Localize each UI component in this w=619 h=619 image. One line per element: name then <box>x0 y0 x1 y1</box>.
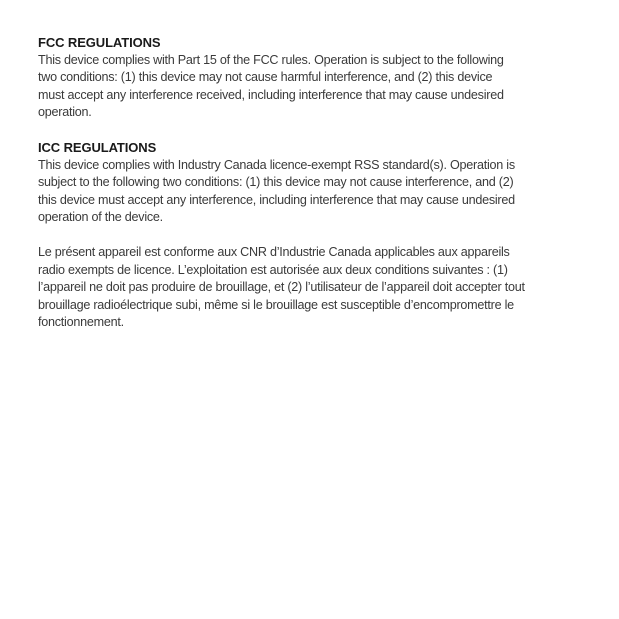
text-line: l’appareil ne doit pas produire de brouillage, et (2) l’utilisateur de l’appareil doit accepter tout <box>38 280 525 294</box>
fcc-section <box>38 34 525 122</box>
icc-paragraph-english <box>38 157 525 227</box>
text-line: operation of the device. <box>38 210 163 224</box>
text-line: subject to the following two conditions: (1) this device may not cause interference, and (2) <box>38 175 514 189</box>
text-line: This device complies with Industry Canada licence-exempt RSS standard(s). Operation is <box>38 157 515 172</box>
icc-section <box>38 139 525 332</box>
text-line: brouillage radioélectrique subi, même si le brouillage est susceptible d’encompromettre le <box>38 297 514 312</box>
text-line: fonctionnement. <box>38 315 124 329</box>
text-line: two conditions: (1) this device may not cause harmful interference, and (2) this device <box>38 70 493 84</box>
icc-heading: ICC REGULATIONS <box>38 140 157 155</box>
text-line: This device complies with Part 15 of the FCC rules. Operation is subject to the following <box>38 52 504 67</box>
text-line: this device must accept any interference, including interference that may cause undesired <box>38 192 515 207</box>
text-line: Le présent appareil est conforme aux CNR d’Industrie Canada applicables aux appareils <box>38 245 510 259</box>
text-line: operation. <box>38 105 92 119</box>
fcc-paragraph <box>38 52 525 122</box>
icc-paragraph-french <box>38 244 525 332</box>
text-line: must accept any interference received, including interference that may cause undesired <box>38 87 504 102</box>
text-line: radio exempts de licence. L’exploitation est autorisée aux deux conditions suivantes : (1) <box>38 262 508 277</box>
regulations-document <box>38 34 525 332</box>
fcc-heading: FCC REGULATIONS <box>38 35 161 50</box>
